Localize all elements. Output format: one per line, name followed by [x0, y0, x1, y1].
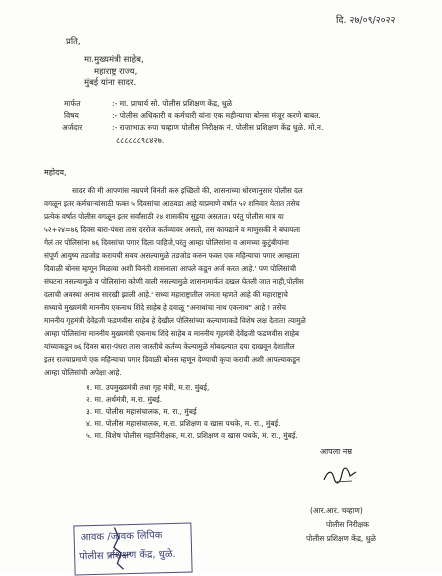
copy-to-item: २. मा. अर्थमंत्री, म.रा. मुंबई.	[86, 395, 163, 404]
body-line: आम्हा पोलिसांची अपेक्षा आहे.	[44, 368, 122, 377]
copy-to-item: ४. मा. पोलीस महासंचालक, म.रा. प्रशिक्षण व खास पथके, म. रा., मुंबई.	[86, 419, 281, 428]
body-line: माननीय गृहमंत्री देवेंद्रजी फडणवीस साहेब हे देखील पोलिसांच्या कल्याणाकडे विशेष लक्ष देतात! त्यामुळे	[44, 316, 306, 325]
signatory-name: (आर.आर. चव्हाण)	[310, 506, 363, 515]
inward-outward-stamp	[73, 522, 192, 575]
via-value: :- मा. प्राचार्य सो. पोलीस प्रशिक्षण केंद्र, धुळे	[112, 99, 233, 108]
applicant-label: अर्जदार	[62, 123, 83, 132]
addressee-line-1: मा.मुख्यमंत्री साहेब,	[84, 55, 144, 65]
subject-value: :- पोलीस अधिकारी व कर्मचारी यांना एक महीन्याचा बोनस मंजूर करणे बाबत.	[112, 111, 321, 120]
body-line: दलाची अवस्था अनाथ सारखी झाली आहे.' सध्या महाराष्ट्रातील जनता म्हणते आहे की महाराष्ट्राचे	[44, 290, 288, 299]
body-line: आम्हा पोलिसांना माननीय मुख्यमंत्री एकनाथ शिंदे साहेब व माननीय गृहमंत्री देवेंद्रजी फडणवीस साहेब	[44, 329, 299, 338]
body-line: यांच्याकडून ७६ दिवस बारा-पंधरा तास जास्तीचे कर्तव्य केल्यामुळे मोबदल्यात दया दाखवून देशातील	[44, 342, 295, 351]
signatory-title: पोलीस निरीक्षक	[326, 520, 369, 529]
body-line: संपूर्ण आयुष्य तडजोड करायची सवय असल्यामुळे तडजोड करुन फक्त एक महिन्याचा पगार आम्हाला	[44, 251, 300, 260]
handwritten-signature	[322, 466, 360, 486]
body-line: संघटना नसल्यामुळे व पोलिसांना कोणी वाली नसल्यामुळे शासनामार्फत दखल घेतली जात नाही,पोलीस	[44, 277, 304, 286]
body-line: वगळून इतर कर्मचाऱ्यांसाठी फक्त ५ दिवसांचा आठवडा आहे याप्रमाणे वर्षात ५२ शनिवार येतात तसेच	[44, 199, 300, 208]
body-line: इतर राज्याप्रमाणे एक महिन्याचा पगार दिवाळी बोनस म्हणून देण्याची कृपा करावी अशी आपल्याकडून	[44, 355, 300, 364]
signatory-office: पोलीस प्रशिक्षण केंद्र, धुळे	[306, 534, 377, 543]
body-line: प्रत्येक वर्षात पोलीस वगळून इतर सर्वांसाठी २४ शासकीय सुट्टया असतात। परंतु पोलीस मात्र या	[44, 212, 284, 221]
closing-text: आपला नम्र	[320, 447, 352, 456]
greeting: महोदय,	[44, 168, 67, 177]
stamp-line-1: आवक /जावक लिपिक	[80, 530, 163, 544]
body-line: सादर की मी आपणांस नम्रपणे विनंती करु इच्छितो की, शासनाच्या धोरणानुसार पोलीस दल	[72, 186, 303, 195]
stamp-initials	[104, 525, 135, 572]
body-line: ५२+२४=७६ दिवस बारा-पंधरा तास दररोज कर्तव्यावर असतो, तस कायद्याने व माणुसकी ने बघायला	[44, 225, 300, 234]
copy-to-item: १. मा. उपमुख्यमंत्री तथा गृह मंत्री, म.रा. मुंबई,	[86, 383, 210, 392]
subject-label: विषय	[64, 111, 79, 120]
body-line: दिवाळी बोनस म्हणून मिळावा अशी विनंती शासनाला आपले कडून अर्ज करत आहे.' पण पोलिसांची	[44, 264, 296, 273]
body-line: सध्याचे मुख्यमंत्री माननीय एकनाथ शिंदे साहेब हे दयाळू "अनाथांचा नाथ एकनाथ" आहे ! तसेच	[44, 303, 286, 312]
copy-to-item: ३. मा. पोलीस महासंचालक, म. रा., मुंबई	[86, 407, 197, 416]
letter-date: दि. २७/०९/२०२२	[336, 15, 396, 26]
via-label: मार्फत	[64, 99, 81, 108]
salutation-to: प्रति,	[66, 37, 81, 47]
addressee-line-2: महाराष्ट्र राज्य,	[94, 67, 138, 77]
body-line: गेलं तर पोलिसांना ७६ दिवसांचा पगार दिला पाहिजे,परंतु आम्हा पोलिसांना व आमच्या कुटुंबीयांना	[44, 238, 289, 247]
copy-to-item: ५. मा. विशेष पोलीस महानिरीक्षक, म.रा. प्रशिक्षण व खास पथके, म. रा., मुंबई.	[86, 431, 298, 440]
mobile-number: ८८८८८८९८४२७.	[116, 136, 165, 145]
stamp-line-2: पोलीस प्रशिक्षण केंद्र, धुळे.	[79, 548, 176, 563]
applicant-value: :- राजाभाऊ रुपा चव्हाण पोलीस निरीक्षक नं. पोलीस प्रशिक्षण केंद्र धुळे. मो.न.	[112, 123, 324, 132]
addressee-line-3: मुंबई यांना सादर.	[84, 78, 137, 88]
